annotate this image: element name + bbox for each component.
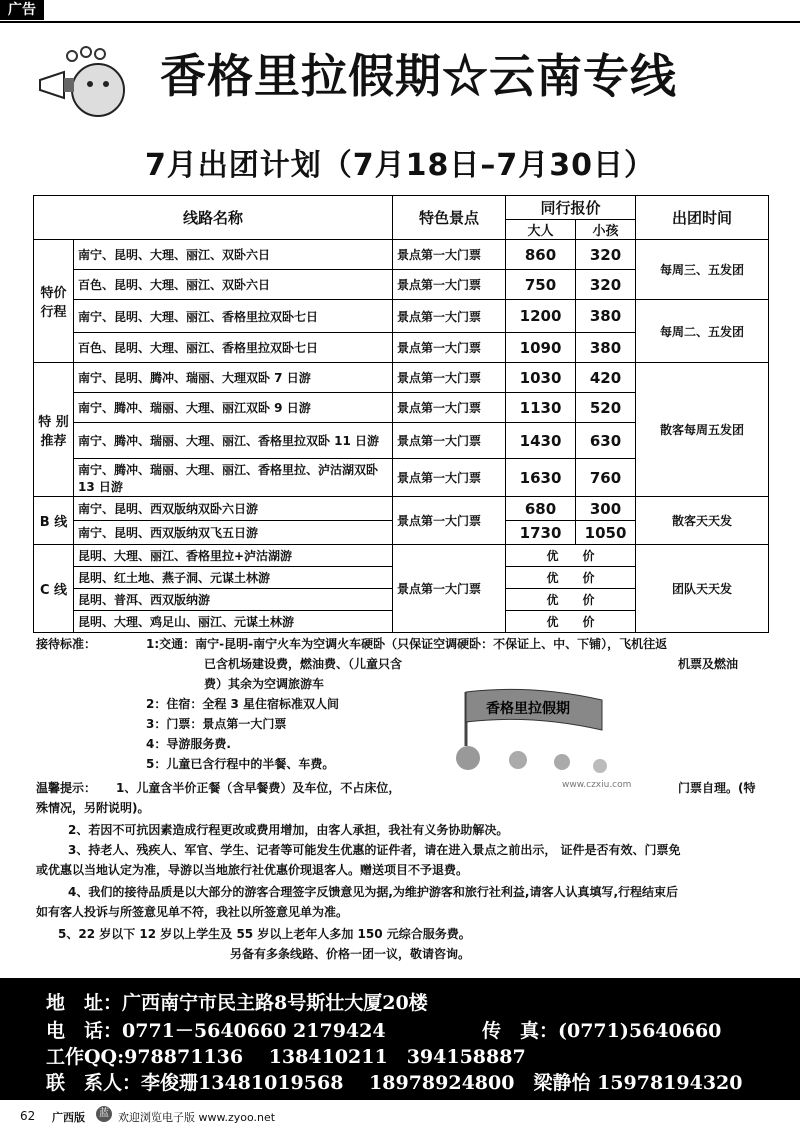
route-cell: 昆明、大理、鸡足山、丽江、元谋土林游	[74, 611, 393, 633]
page-footer	[0, 1103, 800, 1128]
child-price: 1050	[576, 521, 636, 545]
route-cell: 南宁、昆明、西双版纳双卧六日游	[74, 497, 393, 521]
footer-phone: 电 话：0771－5640660 2179424	[46, 1020, 386, 1042]
tour-price-table	[33, 195, 769, 633]
footer-address: 地 址：广西南宁市民主路8号斯壮大厦20楼	[46, 992, 428, 1014]
category-cell: 特 别 推荐	[34, 363, 74, 497]
adult-price: 1030	[506, 363, 576, 393]
header-child: 小孩	[576, 220, 636, 240]
tip-item: 2、若因不可抗因素造成行程更改或费用增加，由客人承担，我社有义务协助解决。	[68, 823, 509, 837]
watermark: www.czxiu.com	[562, 780, 632, 790]
price-cell: 优 价	[506, 611, 636, 633]
spot-cell: 景点第一大门票	[393, 393, 506, 423]
header-route: 线路名称	[34, 196, 393, 240]
route-cell: 昆明、大理、丽江、香格里拉+泸沽湖游	[74, 545, 393, 567]
route-cell: 昆明、普洱、西双版纳游	[74, 589, 393, 611]
child-price: 420	[576, 363, 636, 393]
table-row	[34, 300, 769, 333]
tip-item: 4、我们的接待品质是以大部分的游客合理签字反馈意见为据,为维护游客和旅行社利益,请客人认真填写,行程结束后	[68, 885, 679, 899]
price-cell: 优 价	[506, 567, 636, 589]
route-cell: 南宁、腾冲、瑞丽、大理、丽江双卧 9 日游	[74, 393, 393, 423]
sub-title: 7月出团计划（7月18日–7月30日）	[144, 148, 656, 183]
spot-cell: 景点第一大门票	[393, 270, 506, 300]
header-adult: 大人	[506, 220, 576, 240]
note-item: 费）其余为空调旅游车	[204, 677, 325, 691]
header-price: 同行报价	[506, 196, 636, 220]
note-item: 4：导游服务费.	[146, 737, 231, 751]
child-price: 520	[576, 393, 636, 423]
adult-price: 1630	[506, 459, 576, 497]
child-price: 630	[576, 423, 636, 459]
tip-item: 3、持老人、残疾人、军官、学生、记者等可能发生优惠的证件者，请在进入景点之前出示， 证件是否有效、门票免	[68, 843, 681, 857]
spot-cell: 景点第一大门票	[393, 497, 506, 545]
note-item: 已含机场建设费，燃油费、（儿童只含	[204, 657, 403, 671]
child-price: 300	[576, 497, 636, 521]
header-departure: 出团时间	[636, 196, 769, 240]
departure-cell: 每周三、五发团	[636, 240, 769, 300]
departure-cell: 每周二、五发团	[636, 300, 769, 363]
mascot-megaphone-icon	[34, 40, 134, 120]
note-item: 5：儿童已含行程中的半餐、车费。	[146, 757, 335, 771]
route-cell: 南宁、腾冲、瑞丽、大理、丽江、香格里拉、泸沽湖双卧 13 日游	[74, 459, 393, 497]
tips-label: 温馨提示：	[36, 781, 97, 795]
footer-qq: 工作QQ:978871136 138410211 394158887	[46, 1046, 526, 1068]
route-cell: 百色、昆明、大理、丽江、香格里拉双卧七日	[74, 333, 393, 363]
tip-item: 如有客人投诉与所签意见单不符，我社以所签意见单为准。	[36, 905, 349, 919]
adult-price: 750	[506, 270, 576, 300]
table-row	[34, 497, 769, 521]
route-cell: 南宁、昆明、腾冲、瑞丽、大理双卧 7 日游	[74, 363, 393, 393]
tip-item: 门票自理。(特	[678, 781, 756, 795]
child-price: 320	[576, 240, 636, 270]
route-cell: 南宁、腾冲、瑞丽、大理、丽江、香格里拉双卧 11 日游	[74, 423, 393, 459]
departure-cell: 散客每周五发团	[636, 363, 769, 497]
child-price: 380	[576, 300, 636, 333]
spot-cell: 景点第一大门票	[393, 333, 506, 363]
adult-price: 1130	[506, 393, 576, 423]
contact-footer	[0, 978, 800, 1100]
route-cell: 昆明、红土地、燕子洞、元谋土林游	[74, 567, 393, 589]
child-price: 760	[576, 459, 636, 497]
route-cell: 南宁、昆明、大理、丽江、双卧六日	[74, 240, 393, 270]
note-item: 1:交通：南宁-昆明-南宁火车为空调火车硬卧（只保证空调硬卧：不保证上、中、下铺），飞机往返	[146, 637, 668, 651]
adult-price: 1090	[506, 333, 576, 363]
table-row	[34, 363, 769, 393]
tip-item: 1、儿童含半价正餐（含早餐费）及车位，不占床位，	[116, 781, 401, 795]
child-price: 320	[576, 270, 636, 300]
price-cell: 优 价	[506, 589, 636, 611]
welcome-text[interactable]: 欢迎浏览电子版 www.zyoo.net	[118, 1111, 276, 1124]
flag-illustration	[452, 686, 672, 796]
tip-item: 另备有多条线路、价格一团一议，敬请咨询。	[230, 947, 471, 961]
footer-fax: 传 真：(0771)5640660	[482, 1020, 722, 1042]
adult-price: 860	[506, 240, 576, 270]
edition-label: 广西版	[52, 1111, 85, 1124]
route-cell: 南宁、昆明、西双版纳双飞五日游	[74, 521, 393, 545]
route-cell: 南宁、昆明、大理、丽江、香格里拉双卧七日	[74, 300, 393, 333]
main-title: 香格里拉假期☆云南专线	[160, 49, 677, 103]
departure-cell: 团队天天发	[636, 545, 769, 633]
flag-text: 香格里拉假期	[486, 701, 570, 717]
page-number: 62	[20, 1109, 36, 1123]
route-cell: 百色、昆明、大理、丽江、双卧六日	[74, 270, 393, 300]
note-item: 3：门票：景点第一大门票	[146, 717, 287, 731]
spot-cell: 景点第一大门票	[393, 459, 506, 497]
adult-price: 1200	[506, 300, 576, 333]
header-spot: 特色景点	[393, 196, 506, 240]
adult-price: 680	[506, 497, 576, 521]
spot-cell: 景点第一大门票	[393, 300, 506, 333]
tip-item: 或优惠以当地认定为准，导游以当地旅行社优惠价现退客人。赠送项目不予退费。	[36, 863, 469, 877]
top-rule	[0, 21, 800, 23]
note-item: 2：住宿：全程 3 星住宿标准双人间	[146, 697, 340, 711]
category-cell: C 线	[34, 545, 74, 633]
tip-item: 5、22 岁以下 12 岁以上学生及 55 岁以上老年人多加 150 元综合服务费。	[58, 927, 471, 941]
table-row	[34, 545, 769, 567]
table-row	[34, 240, 769, 270]
tip-item: 殊情况，另附说明)。	[36, 801, 150, 815]
departure-cell: 散客天天发	[636, 497, 769, 545]
price-cell: 优 价	[506, 545, 636, 567]
logo-icon: 蓝	[96, 1106, 112, 1122]
spot-cell: 景点第一大门票	[393, 240, 506, 270]
category-cell: B 线	[34, 497, 74, 545]
table-header-row	[34, 196, 769, 220]
standard-label: 接待标准：	[36, 637, 97, 651]
child-price: 380	[576, 333, 636, 363]
adult-price: 1430	[506, 423, 576, 459]
category-cell: 特价行程	[34, 240, 74, 363]
note-item: 机票及燃油	[678, 657, 739, 671]
ad-tag: 广告	[0, 0, 44, 20]
spot-cell: 景点第一大门票	[393, 363, 506, 393]
adult-price: 1730	[506, 521, 576, 545]
footer-contact: 联 系人：李俊珊13481019568 18978924800 梁静怡 15978194320	[46, 1072, 743, 1094]
spot-cell: 景点第一大门票	[393, 545, 506, 633]
spot-cell: 景点第一大门票	[393, 423, 506, 459]
